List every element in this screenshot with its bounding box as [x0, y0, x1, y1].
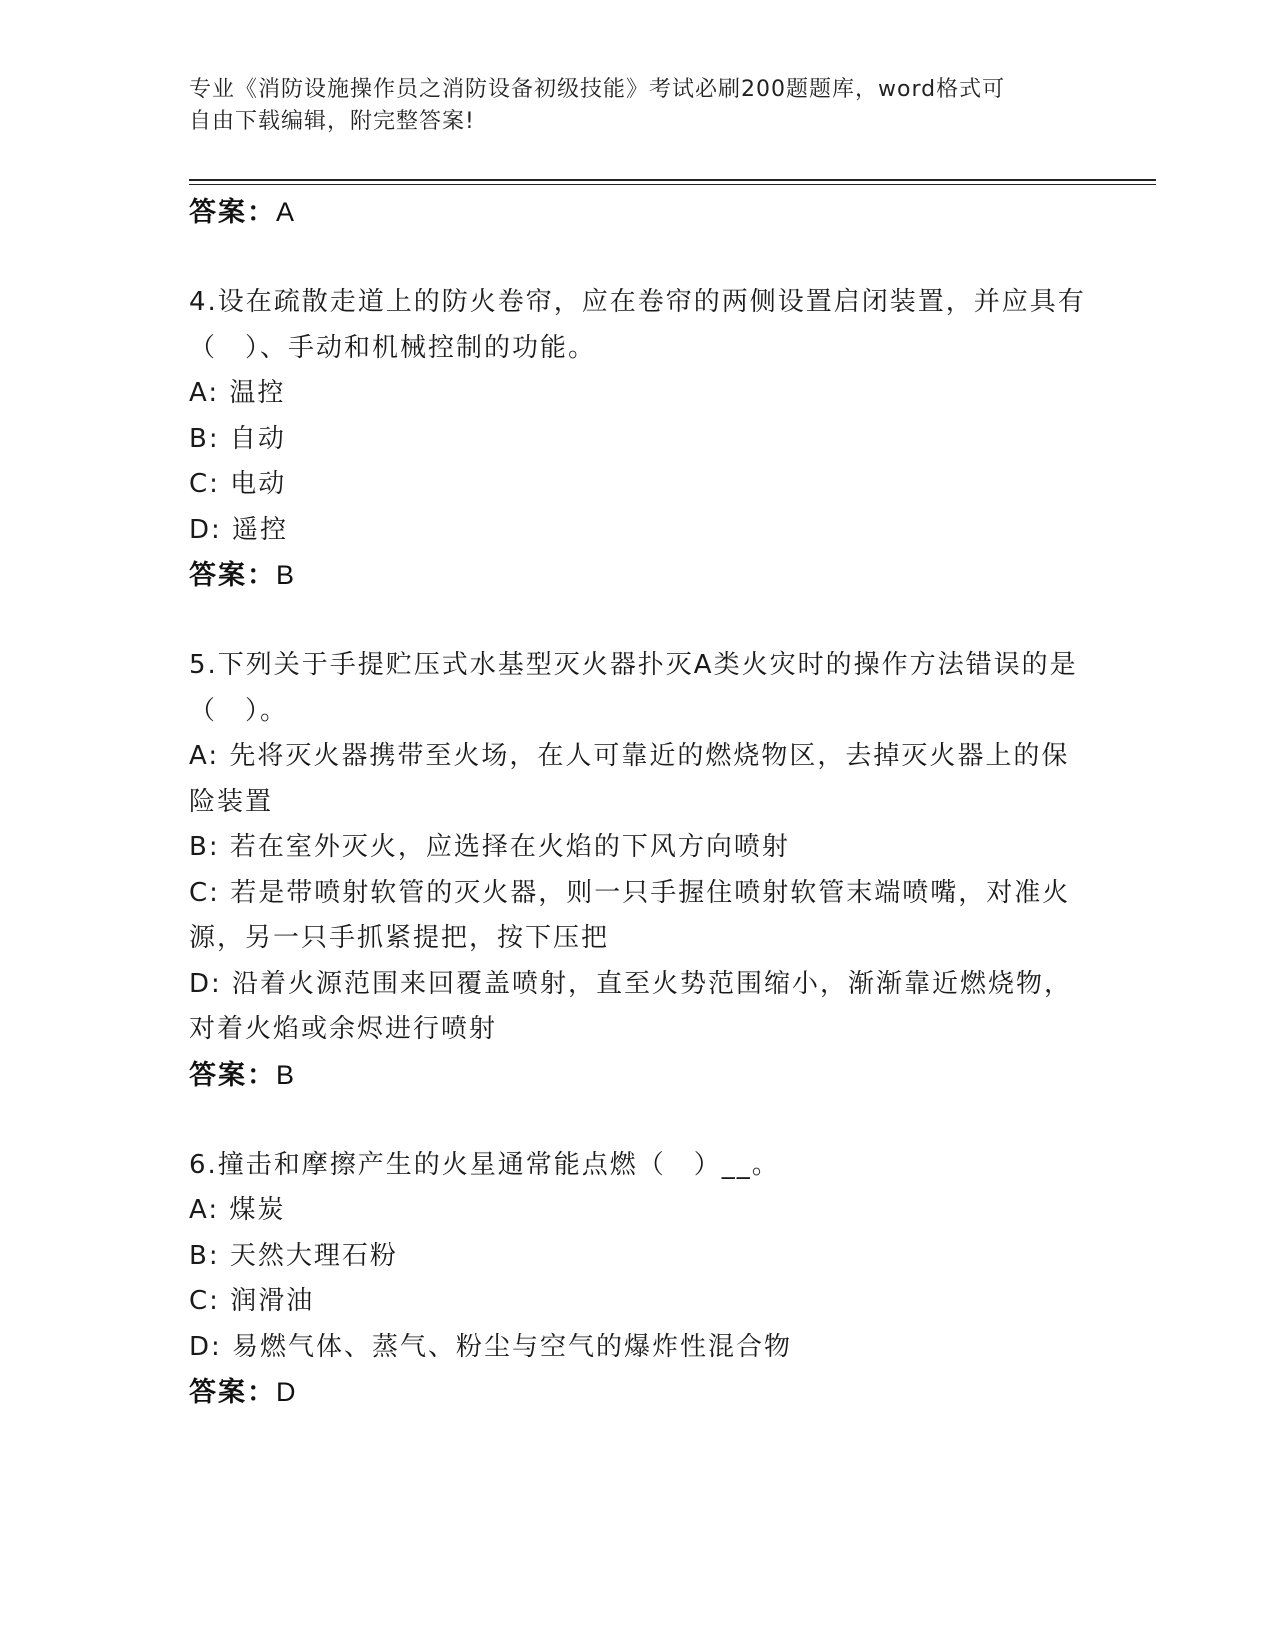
option-key: A: [189, 378, 220, 408]
option-text: 若在室外灭火，应选择在火焰的下风方向喷射 [229, 832, 790, 862]
question-list [189, 190, 1089, 1415]
answer-line [189, 1370, 1089, 1415]
answer-value: B [276, 560, 297, 590]
option-text: 温控 [229, 378, 286, 408]
answer-value: B [276, 1059, 297, 1090]
answer-line [189, 190, 1089, 235]
question-stem: 5.下列关于手提贮压式水基型灭火器扑灭A类火灾时的操作方法错误的是（ ）。 [189, 650, 1078, 726]
option-text: 若是带喷射软管的灭火器，则一只手握住喷射软管末端喷嘴，对准火源，另一只手抓紧提把，按下压把 [189, 877, 1071, 953]
answer-label: 答案： [189, 197, 276, 227]
option-key: C: [189, 877, 220, 908]
question-stem: 4.设在疏散走道上的防火卷帘，应在卷帘的两侧设置启闭装置，并应具有（ ）、手动和机械控制的功能。 [189, 287, 1086, 363]
option-a [189, 371, 1089, 417]
option-key: B: [189, 832, 220, 862]
question-block [189, 643, 1089, 1098]
option-text: 易燃气体、蒸气、粉尘与空气的爆炸性混合物 [232, 1331, 793, 1362]
option-key: B: [189, 1240, 220, 1271]
option-text: 煤炭 [229, 1195, 286, 1225]
answer-label: 答案： [189, 560, 276, 590]
option-text: 电动 [230, 469, 287, 499]
option-d [189, 1325, 1089, 1371]
option-text: 天然大理石粉 [229, 1240, 398, 1271]
option-c [189, 1279, 1089, 1325]
question-block [189, 280, 1089, 598]
header-divider-thin [189, 184, 1156, 185]
option-c [189, 462, 1089, 508]
answer-value: A [276, 197, 297, 227]
answer-line [189, 1053, 1089, 1098]
option-b [189, 1234, 1089, 1280]
option-b [189, 417, 1089, 463]
option-key: D: [189, 968, 222, 999]
option-key: B: [189, 423, 220, 454]
answer-label: 答案： [189, 1377, 276, 1407]
option-b [189, 825, 1089, 871]
answer-label: 答案： [189, 1059, 276, 1090]
option-c [189, 871, 1089, 962]
option-d [189, 962, 1089, 1053]
option-text: 自动 [229, 423, 286, 454]
option-d [189, 508, 1089, 554]
question-block [189, 1143, 1089, 1416]
header-title-line-2: 自由下载编辑，附完整答案! [189, 109, 475, 134]
option-a [189, 1188, 1089, 1234]
answer-line [189, 553, 1089, 598]
question-stem: 6.撞击和摩擦产生的火星通常能点燃（ ）__。 [189, 1149, 780, 1180]
header-divider-thick [189, 179, 1156, 181]
option-key: C: [189, 469, 220, 499]
option-key: D: [189, 514, 222, 545]
option-a [189, 734, 1089, 825]
option-text: 先将灭火器携带至火场，在人可靠近的燃烧物区，去掉灭火器上的保险装置 [189, 741, 1070, 817]
option-text: 润滑油 [230, 1286, 315, 1316]
answer-value: D [276, 1377, 298, 1407]
header-title-line-1: 专业《消防设施操作员之消防设备初级技能》考试必刷200题题库，word格式可 [189, 77, 1006, 102]
document-header [189, 74, 1089, 138]
option-key: D: [189, 1331, 222, 1362]
option-key: A: [189, 741, 220, 771]
option-text: 沿着火源范围来回覆盖喷射，直至火势范围缩小，渐渐靠近燃烧物，对着火焰或余烬进行喷射 [189, 968, 1073, 1044]
option-key: C: [189, 1286, 220, 1316]
option-text: 遥控 [232, 514, 289, 545]
option-key: A: [189, 1195, 220, 1225]
